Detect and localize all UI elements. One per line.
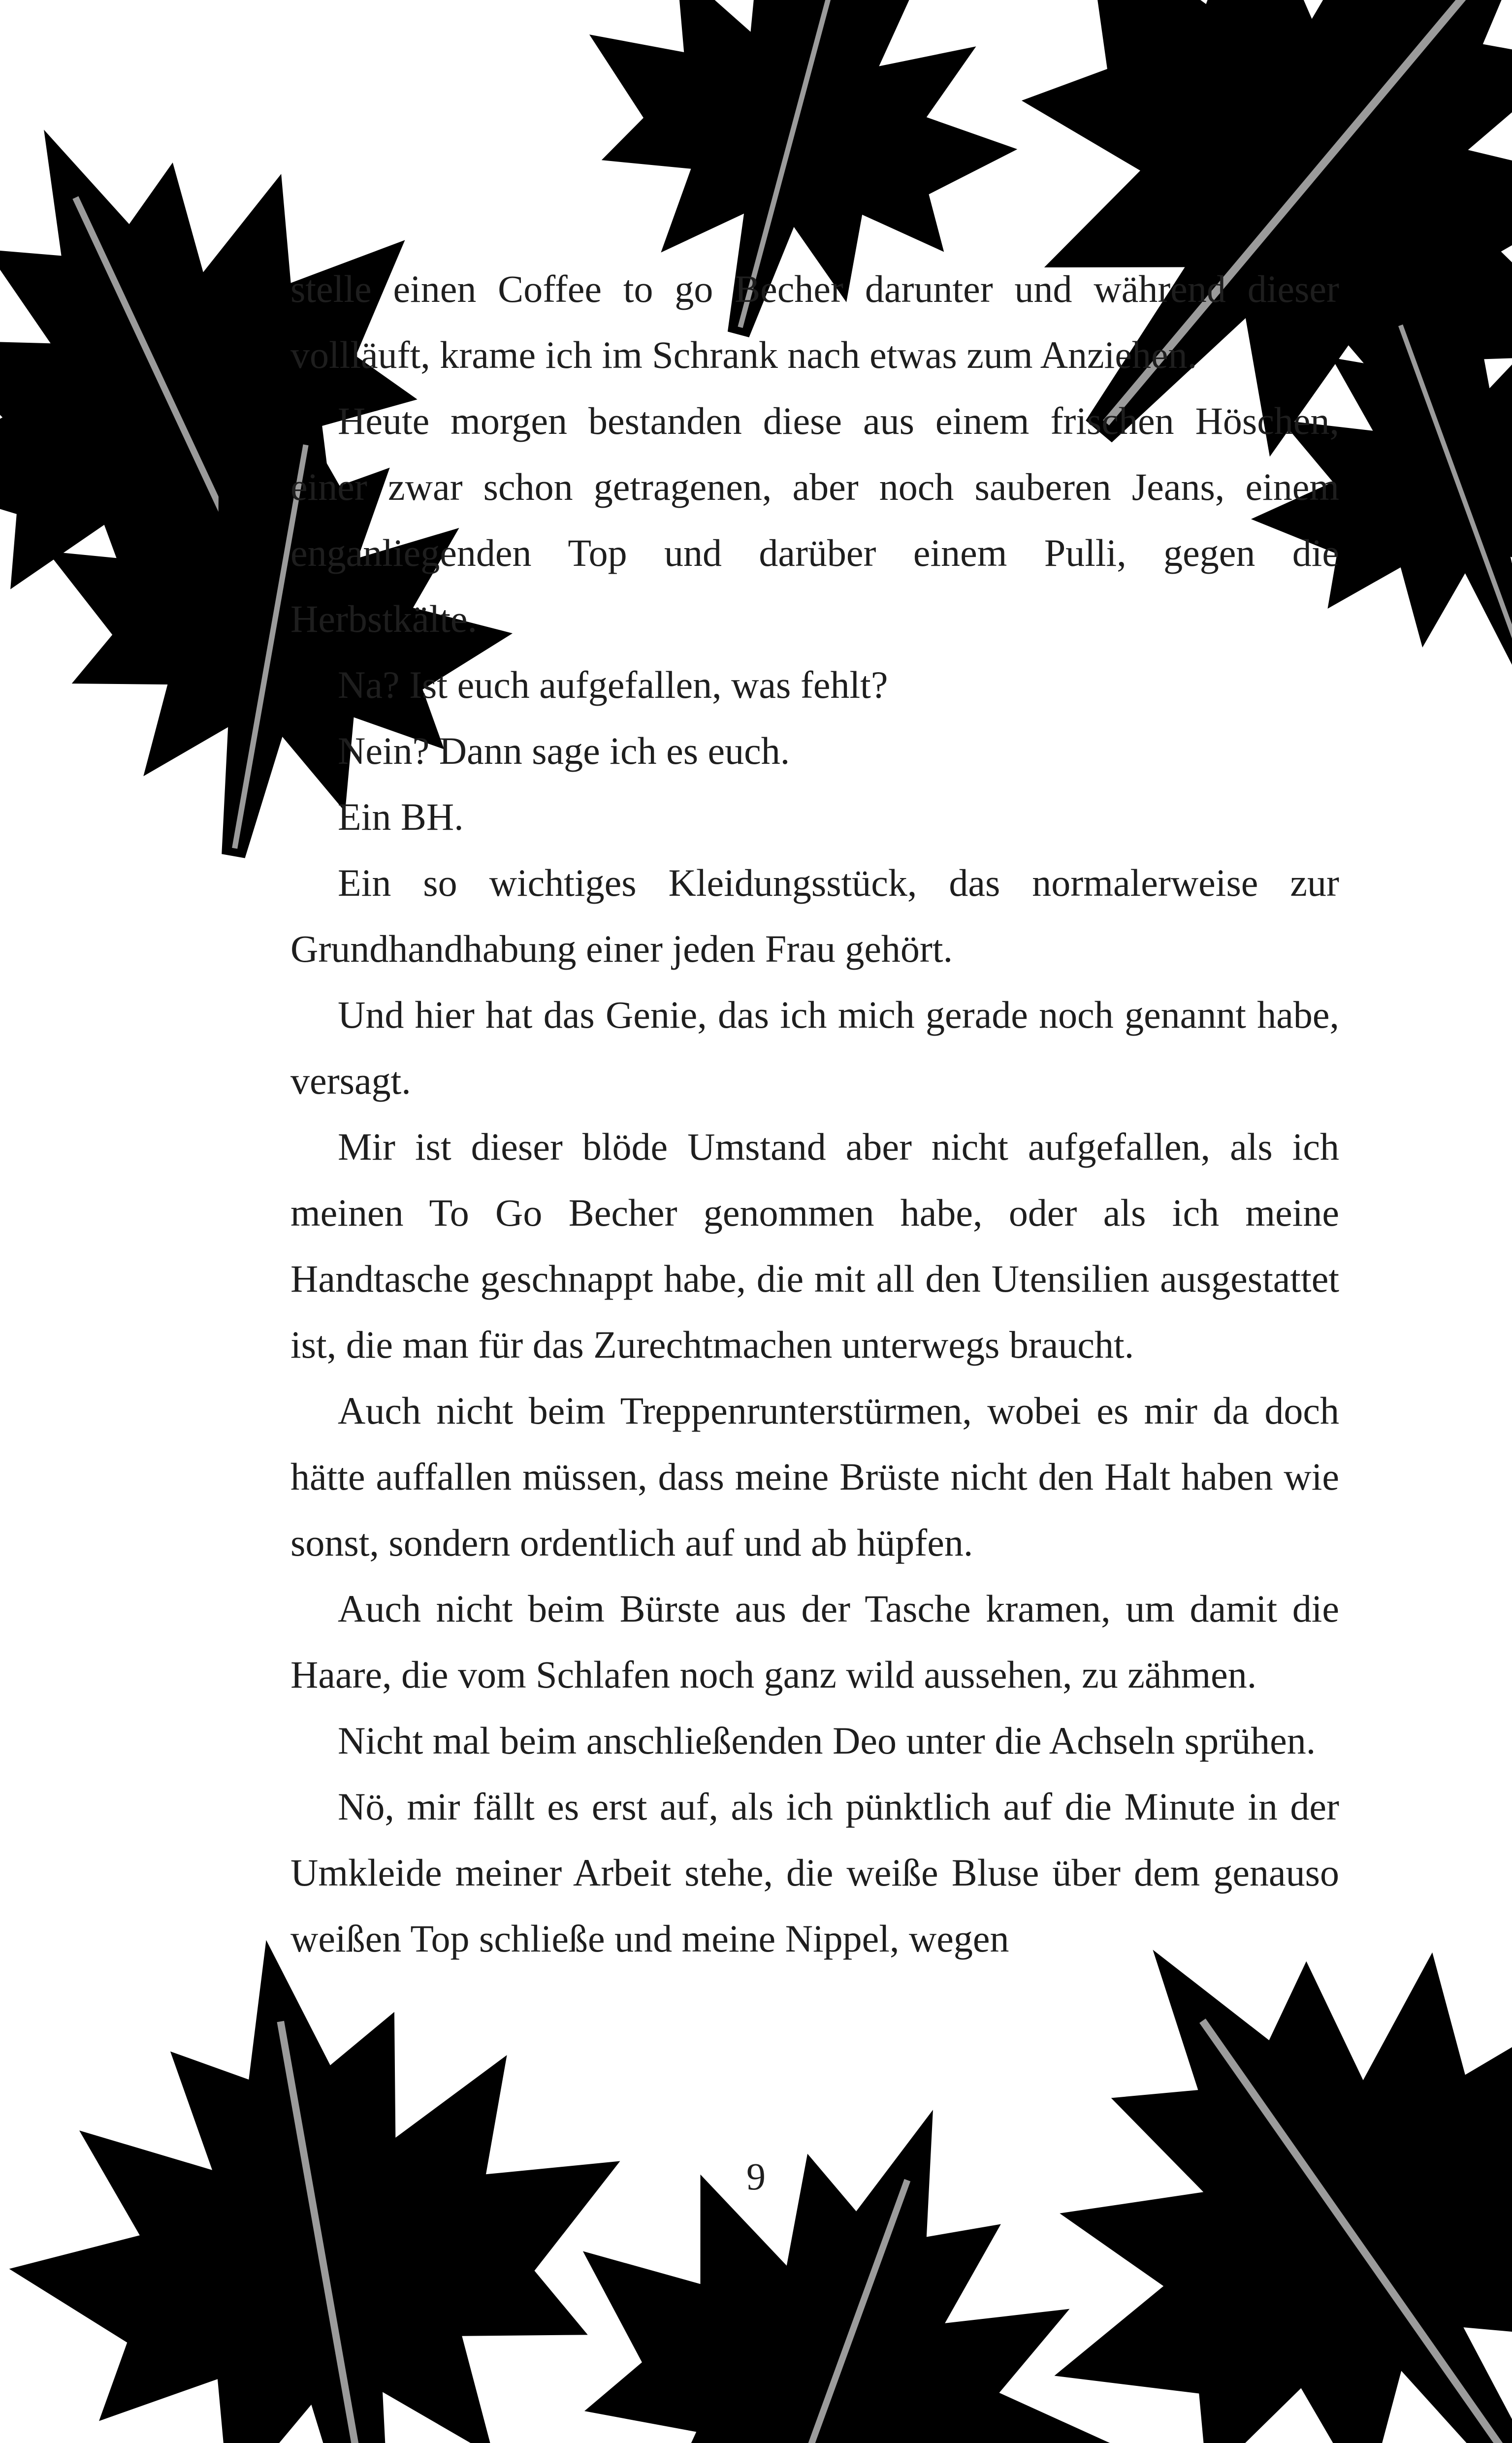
paragraph-2: Heute morgen bestanden diese aus einem frischen Höschen, einer zwar schon getragenen, aber noch sauberen Jeans, einem enganliegenden Top und darüber einem Pulli, gegen die Herbstkälte. <box>290 399 1339 640</box>
paragraph-6: Ein so wichtiges Kleidungsstück, das normalerweise zur Grundhandhabung einer jeden Frau gehört. <box>290 861 1339 970</box>
paragraph-8: Mir ist dieser blöde Umstand aber nicht aufgefallen, als ich meinen To Go Becher genommen habe, oder als ich meine Handtasche geschnappt habe, die mit all den Utensilien ausgestattet ist, die man für das Zurechtmachen unterwegs braucht. <box>290 1125 1339 1366</box>
paragraph-9: Auch nicht beim Treppenrunterstürmen, wobei es mir da doch hätte auffallen müssen, dass meine Brüste nicht den Halt haben wie sonst, sondern ordentlich auf und ab hüpfen. <box>290 1389 1339 1564</box>
paragraph-7: Und hier hat das Genie, das ich mich gerade noch genannt habe, versagt. <box>290 993 1339 1102</box>
paragraph-3: Na? Ist euch aufgefallen, was fehlt? <box>338 663 888 706</box>
paragraph-4: Nein? Dann sage ich es euch. <box>338 729 790 772</box>
page-body-text <box>290 256 1339 1972</box>
paragraph-1: stelle einen Coffee to go Becher darunter und während dieser vollläuft, krame ich im Schrank nach etwas zum Anziehen. <box>290 267 1339 376</box>
page-number: 9 <box>746 2155 766 2198</box>
paragraph-10: Auch nicht beim Bürste aus der Tasche kramen, um damit die Haare, die vom Schlafen noch ganz wild aussehen, zu zähmen. <box>290 1587 1339 1696</box>
paragraph-5: Ein BH. <box>338 795 464 838</box>
paragraph-11: Nicht mal beim anschließenden Deo unter die Achseln sprühen. <box>338 1719 1316 1762</box>
paragraph-12: Nö, mir fällt es erst auf, als ich pünktlich auf die Minute in der Umkleide meiner Arbeit stehe, die weiße Bluse über dem genauso weißen Top schließe und meine Nippel, wegen <box>290 1785 1339 1960</box>
